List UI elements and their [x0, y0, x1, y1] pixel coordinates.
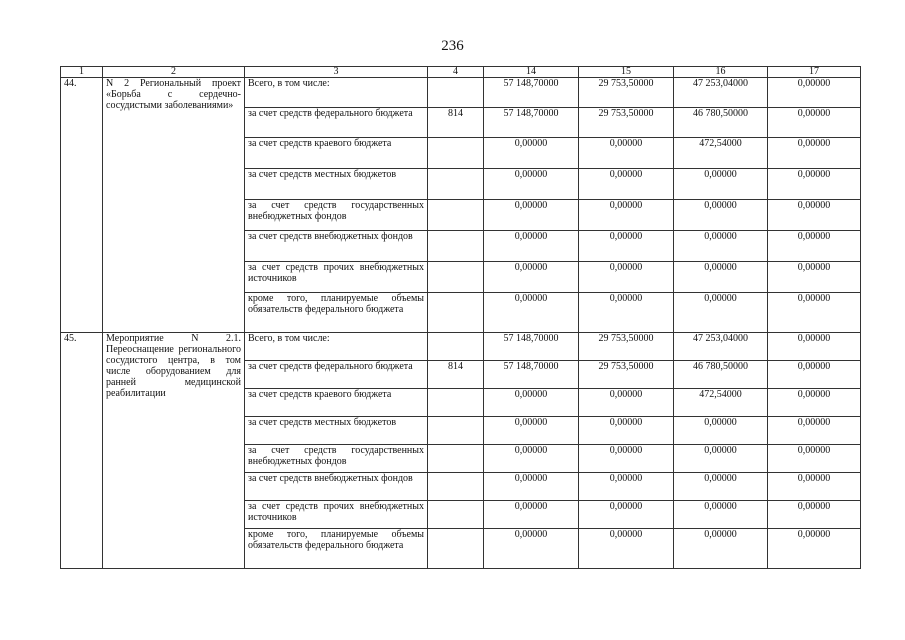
header-cell: 2 — [103, 67, 245, 78]
funding-source-cell: за счет средств государственных внебюджетных фондов — [245, 445, 428, 473]
value-cell-col14: 0,00000 — [484, 529, 579, 569]
budget-table — [60, 66, 861, 569]
value-cell-col16: 472,54000 — [674, 138, 768, 169]
funding-source-cell: за счет средств местных бюджетов — [245, 417, 428, 445]
funding-source-cell: за счет средств краевого бюджета — [245, 389, 428, 417]
value-cell-col16: 0,00000 — [674, 262, 768, 293]
value-cell-col14: 57 148,70000 — [484, 78, 579, 108]
value-cell-col14: 0,00000 — [484, 262, 579, 293]
funding-source-cell: за счет средств внебюджетных фондов — [245, 231, 428, 262]
value-cell-col17: 0,00000 — [768, 231, 861, 262]
value-cell-col14: 0,00000 — [484, 200, 579, 231]
value-cell-col17: 0,00000 — [768, 529, 861, 569]
value-cell-col17: 0,00000 — [768, 389, 861, 417]
header-cell: 4 — [428, 67, 484, 78]
value-cell-col15: 0,00000 — [579, 389, 674, 417]
value-cell-col17: 0,00000 — [768, 169, 861, 200]
budget-code-cell — [428, 529, 484, 569]
header-cell: 1 — [61, 67, 103, 78]
value-cell-col15: 29 753,50000 — [579, 108, 674, 138]
budget-code-cell — [428, 417, 484, 445]
value-cell-col15: 0,00000 — [579, 138, 674, 169]
value-cell-col15: 0,00000 — [579, 231, 674, 262]
funding-source-cell: за счет средств краевого бюджета — [245, 138, 428, 169]
value-cell-col16: 0,00000 — [674, 169, 768, 200]
funding-source-cell: за счет средств внебюджетных фондов — [245, 473, 428, 501]
value-cell-col14: 0,00000 — [484, 138, 579, 169]
budget-code-cell — [428, 138, 484, 169]
funding-source-cell: Всего, в том числе: — [245, 78, 428, 108]
page-number: 236 — [441, 38, 464, 54]
value-cell-col15: 0,00000 — [579, 262, 674, 293]
item-name-cell: Мероприятие N 2.1. Переоснащение регионального сосудистого центра, в том числе оборудованием для ранней медицинской реабилитации — [103, 333, 245, 569]
value-cell-col16: 47 253,04000 — [674, 333, 768, 361]
value-cell-col16: 0,00000 — [674, 529, 768, 569]
value-cell-col15: 29 753,50000 — [579, 78, 674, 108]
budget-code-cell — [428, 473, 484, 501]
funding-source-cell: Всего, в том числе: — [245, 333, 428, 361]
value-cell-col15: 0,00000 — [579, 200, 674, 231]
funding-source-cell: за счет средств государственных внебюджетных фондов — [245, 200, 428, 231]
value-cell-col16: 0,00000 — [674, 293, 768, 333]
funding-source-cell: кроме того, планируемые объемы обязательств федерального бюджета — [245, 529, 428, 569]
value-cell-col16: 46 780,50000 — [674, 361, 768, 389]
header-cell: 16 — [674, 67, 768, 78]
value-cell-col14: 0,00000 — [484, 293, 579, 333]
value-cell-col15: 29 753,50000 — [579, 333, 674, 361]
budget-code-cell — [428, 389, 484, 417]
value-cell-col17: 0,00000 — [768, 78, 861, 108]
budget-code-cell: 814 — [428, 108, 484, 138]
budget-code-cell — [428, 501, 484, 529]
funding-source-cell: за счет средств прочих внебюджетных источников — [245, 501, 428, 529]
value-cell-col15: 29 753,50000 — [579, 361, 674, 389]
value-cell-col14: 0,00000 — [484, 389, 579, 417]
funding-source-cell: за счет средств федерального бюджета — [245, 361, 428, 389]
value-cell-col14: 0,00000 — [484, 231, 579, 262]
budget-code-cell — [428, 445, 484, 473]
value-cell-col14: 0,00000 — [484, 501, 579, 529]
value-cell-col17: 0,00000 — [768, 333, 861, 361]
value-cell-col16: 0,00000 — [674, 473, 768, 501]
value-cell-col17: 0,00000 — [768, 108, 861, 138]
funding-source-cell: кроме того, планируемые объемы обязательств федерального бюджета — [245, 293, 428, 333]
value-cell-col17: 0,00000 — [768, 501, 861, 529]
value-cell-col15: 0,00000 — [579, 417, 674, 445]
budget-code-cell — [428, 200, 484, 231]
value-cell-col16: 0,00000 — [674, 231, 768, 262]
value-cell-col14: 0,00000 — [484, 169, 579, 200]
funding-source-cell: за счет средств федерального бюджета — [245, 108, 428, 138]
value-cell-col16: 472,54000 — [674, 389, 768, 417]
budget-code-cell — [428, 293, 484, 333]
value-cell-col14: 0,00000 — [484, 417, 579, 445]
value-cell-col17: 0,00000 — [768, 445, 861, 473]
value-cell-col17: 0,00000 — [768, 293, 861, 333]
row-number-cell: 44. — [61, 78, 103, 333]
budget-code-cell: 814 — [428, 361, 484, 389]
item-name-cell: N 2 Региональный проект «Борьба с сердечно-сосудистыми заболеваниями» — [103, 78, 245, 333]
header-cell: 3 — [245, 67, 428, 78]
value-cell-col15: 0,00000 — [579, 501, 674, 529]
table-row — [61, 333, 861, 361]
budget-code-cell — [428, 78, 484, 108]
funding-source-cell: за счет средств прочих внебюджетных источников — [245, 262, 428, 293]
value-cell-col16: 0,00000 — [674, 417, 768, 445]
value-cell-col14: 0,00000 — [484, 445, 579, 473]
row-number-cell: 45. — [61, 333, 103, 569]
value-cell-col17: 0,00000 — [768, 417, 861, 445]
budget-code-cell — [428, 169, 484, 200]
budget-code-cell — [428, 333, 484, 361]
header-cell: 17 — [768, 67, 861, 78]
value-cell-col17: 0,00000 — [768, 361, 861, 389]
table-row — [61, 78, 861, 108]
value-cell-col17: 0,00000 — [768, 473, 861, 501]
table-body — [61, 78, 861, 569]
value-cell-col17: 0,00000 — [768, 138, 861, 169]
value-cell-col15: 0,00000 — [579, 169, 674, 200]
value-cell-col15: 0,00000 — [579, 473, 674, 501]
value-cell-col15: 0,00000 — [579, 293, 674, 333]
value-cell-col17: 0,00000 — [768, 200, 861, 231]
value-cell-col16: 0,00000 — [674, 501, 768, 529]
value-cell-col17: 0,00000 — [768, 262, 861, 293]
value-cell-col15: 0,00000 — [579, 529, 674, 569]
budget-code-cell — [428, 262, 484, 293]
budget-code-cell — [428, 231, 484, 262]
value-cell-col14: 57 148,70000 — [484, 333, 579, 361]
value-cell-col16: 47 253,04000 — [674, 78, 768, 108]
value-cell-col14: 57 148,70000 — [484, 108, 579, 138]
header-cell: 14 — [484, 67, 579, 78]
value-cell-col16: 0,00000 — [674, 445, 768, 473]
value-cell-col15: 0,00000 — [579, 445, 674, 473]
value-cell-col16: 0,00000 — [674, 200, 768, 231]
header-cell: 15 — [579, 67, 674, 78]
value-cell-col16: 46 780,50000 — [674, 108, 768, 138]
header-row — [61, 67, 861, 78]
funding-source-cell: за счет средств местных бюджетов — [245, 169, 428, 200]
value-cell-col14: 57 148,70000 — [484, 361, 579, 389]
value-cell-col14: 0,00000 — [484, 473, 579, 501]
